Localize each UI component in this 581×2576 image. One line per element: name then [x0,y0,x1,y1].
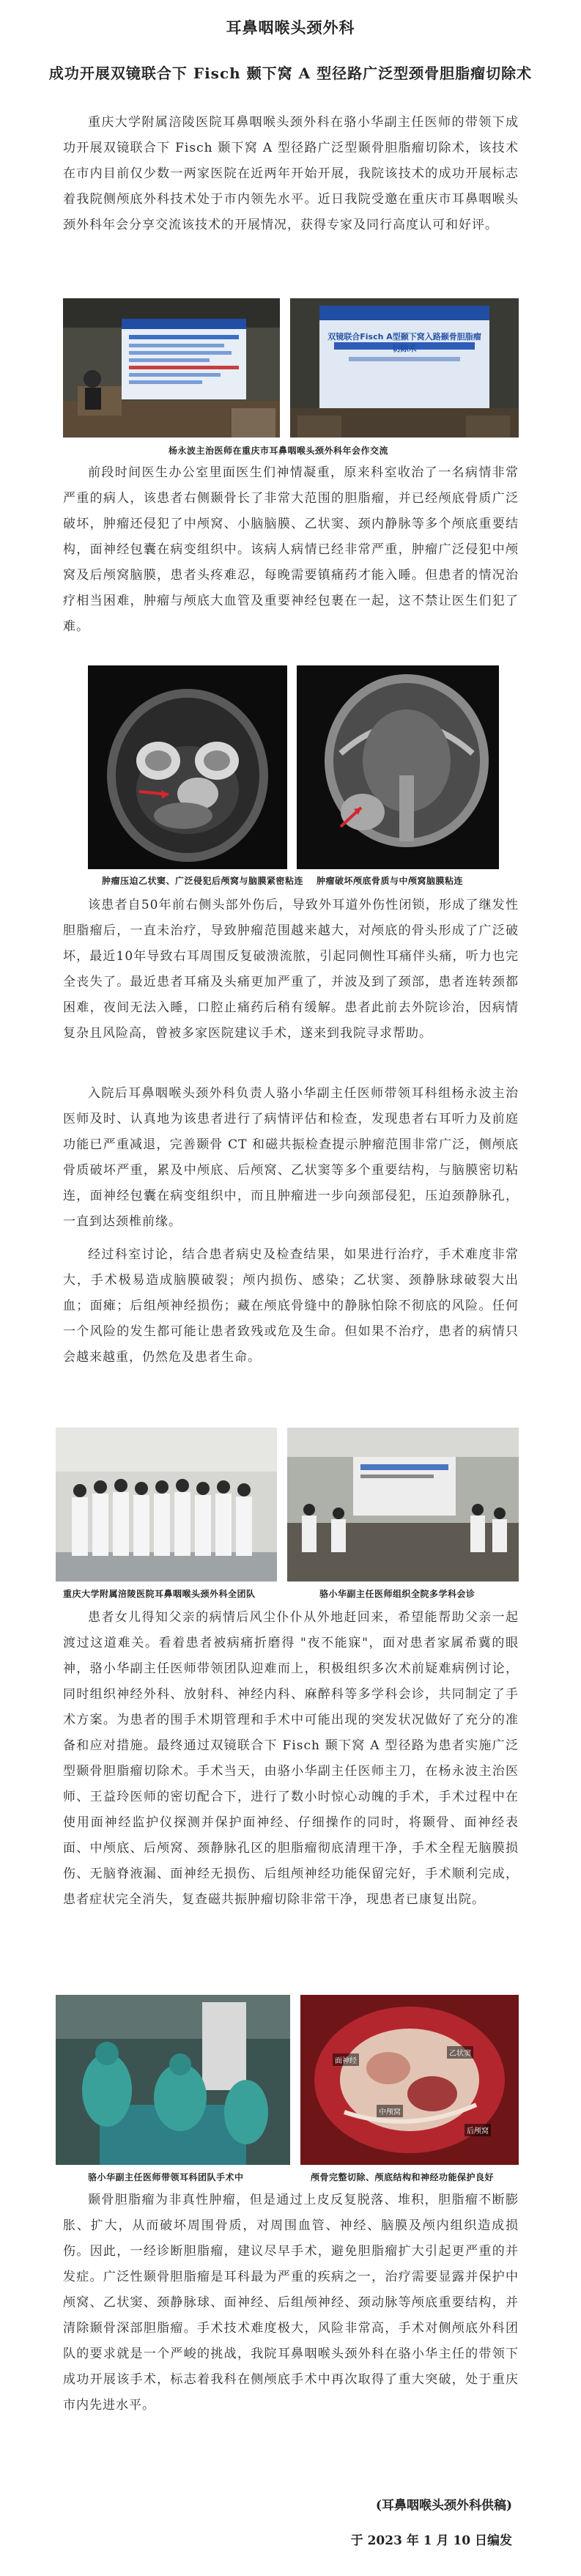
mri-scan-graphic [297,665,499,869]
paragraph-admission: 入院后耳鼻咽喉头颈外科负责人骆小华副主任医师带领耳科组杨永波主治医师及时、认真地为该患者进行了病情评估和检查，发现患者右耳听力及前庭功能已严重减退，完善颞骨 CT 和磁共振检查提示肿瘤范围非常广泛，侧颅底骨质破坏严重，累及中颅底、后颅窝、乙状窦等多个重要结构，与脑膜密切粘连，面神经包囊在病变组织中，而且肿瘤进一步向颈部侵犯，压迫颈静脉孔，一直到达颈椎前缘。 [63,1086,519,1229]
photo-discussion [287,1428,519,1582]
team-scene-graphic [56,1428,277,1582]
photo-conference-speaker [63,298,280,438]
discussion-scene-graphic [287,1428,519,1582]
caption-surgery: 骆小华副主任医师带领耳科团队手术中 [88,2172,244,2182]
paragraph-history: 该患者自50年前右侧头部外伤后，导致外耳道外伤性闭锁，形成了继发性胆脂瘤后，一直未治疗，导致肿瘤范围越来越大，对颅底的骨头形成了广泛破坏，最近10年导致右耳周围反复破溃流脓，引起同侧性耳痛伴头痛，听力也完全丧失了。最近患者耳痛及头痛更加严重了，并波及到了颈部，患者连转颈都困难，夜间无法入睡，口腔止痛药后稍有缓解。患者此前去外院诊治，因病情复杂且风险高，曾被多家医院建议手术，遂来到我院寻求帮助。 [63,898,519,1041]
ct-scan-graphic [88,665,287,869]
paragraph-background: 前段时间医生办公室里面医生们神情凝重，原来科室收治了一名病情非常严重的病人，该患者右侧颞骨长了非常大范围的胆脂瘤，并已经颅底骨质广泛破坏，肿瘤还侵犯了中颅窝、小脑脑膜、乙状窦、颈内静脉等多个颅底重要结构，面神经包囊在病变组织中。该病人病情已经非常严重，肿瘤广泛侵犯中颅窝及后颅窝脑膜，患者头疼难忍，每晚需要镇痛药才能入睡。但患者的情况治疗相当困难，肿瘤与颅底大血管及重要神经包裹在一起，这不禁让医生们犯了难。 [63,465,519,634]
slide-scene-graphic [290,298,519,438]
microscope-label-sigmoid-sinus: 乙状窦 [447,2046,473,2059]
slide-title: 双镜联合Fisch A型颞下窝入路颞骨胆脂瘤切除术 [327,332,481,353]
footer-date: 于 2023 年 1 月 10 日编发 [350,2533,512,2548]
microscope-label-facial-nerve: 面神经 [333,2053,359,2066]
caption-conference: 杨永波主治医师在重庆市耳鼻咽喉头颈外科年会作交流 [169,446,389,456]
paragraph-intro: 重庆大学附属涪陵医院耳鼻咽喉头颈外科在骆小华副主任医师的带领下成功开展双镜联合下 Fisch 颞下窝 A 型径路广泛型颞骨胆脂瘤切除术，该技术在市内目前仅少数一两家医院在近两年开始开展，我院该技术的成功开展标志着我院侧颅底外科技术处于市内领先水平。近日我院受邀在重庆市耳鼻咽喉头颈外科年会分享交流该技术的开展情况，获得专家及同行高度认可和好评。 [63,115,519,232]
caption-ct: 肿瘤压迫乙状窦、广泛侵犯后颅窝与脑膜紧密粘连 [102,876,304,886]
photo-team [56,1428,277,1582]
microscope-label-posterior-fossa: 后颅窝 [465,2124,491,2136]
photo-surgery [56,1995,290,2165]
department-title: 耳鼻咽喉头颈外科 [226,18,355,37]
caption-microscope: 颅骨完整切除、颅底结构和神经功能保护良好 [311,2172,495,2182]
surgery-scene-graphic [56,1995,290,2165]
caption-discussion: 骆小华副主任医师组织全院多学科会诊 [319,1589,475,1599]
ct-scan-image [88,665,287,869]
caption-mri: 肿瘤破坏颅底骨质与中颅窝脑膜粘连 [317,876,464,886]
caption-team: 重庆大学附属涪陵医院耳鼻咽喉头颈外科全团队 [63,1589,256,1599]
conference-scene-graphic [63,298,280,438]
microscope-label-middle-fossa: 中颅窝 [377,2105,403,2117]
microscope-scene-graphic [300,1995,519,2165]
footer-source: (耳鼻咽喉头颈外科供稿) [375,2498,512,2513]
paragraph-surgery: 患者女儿得知父亲的病情后风尘仆仆从外地赶回来，希望能帮助父亲一起渡过这道难关。看着患者被病痛折磨得 "夜不能寐"，面对患者家属希冀的眼神，骆小华副主任医师带领团队迎难而上，积极组织多次术前疑难病例讨论，同时组织神经外科、放射科、神经内科、麻醉科等多学科会诊，共同制定了手术方案。为患者的围手术期管理和手术中可能出现的突发状况做好了充分的准备和应对措施。最终通过双镜联合下 Fisch 颞下窝 A 型径路为患者实施广泛型颞骨胆脂瘤切除术。手术当天，由骆小华副主任医师主刀，在杨永波主治医师、王益玲医师的密切配合下，进行了数小时惊心动魄的手术，手术过程中在使用面神经监护仪探测并保护面神经、仔细操作的同时，将颞骨、面神经表面、中颅底、后颅窝、颈静脉孔区的胆脂瘤彻底清理干净，手术全程无脑膜损伤、无脑脊液漏、面神经无损伤、后组颅神经功能保留完好，手术顺利完成，患者症状完全消失，复查磁共振肿瘤切除非常干净，现患者已康复出院。 [63,1610,519,1907]
paragraph-risk: 经过科室讨论，结合患者病史及检查结果，如果进行治疗，手术难度非常大，手术极易造成脑膜破裂；颅内损伤、感染；乙状窦、颈静脉球破裂大出血；面瘫；后组颅神经损伤；藏在颅底骨缝中的静脉怕除不彻底的风险。任何一个风险的发生都可能让患者致残或危及生命。但如果不治疗，患者的病情只会越来越重，仍然危及患者生命。 [63,1247,519,1365]
article-title: 成功开展双镜联合下 Fisch 颞下窝 A 型径路广泛型颈骨胆脂瘤切除术 [48,64,533,82]
paragraph-conclusion: 颞骨胆脂瘤为非真性肿瘤，但是通过上皮反复脱落、堆积，胆脂瘤不断膨胀、扩大，从而破坏周围骨质，对周围血管、神经、脑膜及颅内组织造成损伤。因此，一经诊断胆脂瘤，建议尽早手术，避免胆脂瘤扩大引起更严重的并发症。广泛性颞骨胆脂瘤是耳科最为严重的疾病之一，治疗需要显露并保护中颅窝、乙状窦、颈静脉球、面神经、后组颅神经、颈动脉等颅底重要结构，并清除颞骨深部胆脂瘤。手术技术难度极大，风险非常高，手术对侧颅底外科团队的要求就是一个严峻的挑战，我院耳鼻咽喉头颈外科在骆小华主任的带领下成功开展该手术，标志着我科在侧颅底手术中再次取得了重大突破，处于重庆市内先进水平。 [63,2193,519,2413]
photo-conference-slide [290,298,519,438]
mri-scan-image [297,665,499,869]
photo-microscope [300,1995,519,2165]
